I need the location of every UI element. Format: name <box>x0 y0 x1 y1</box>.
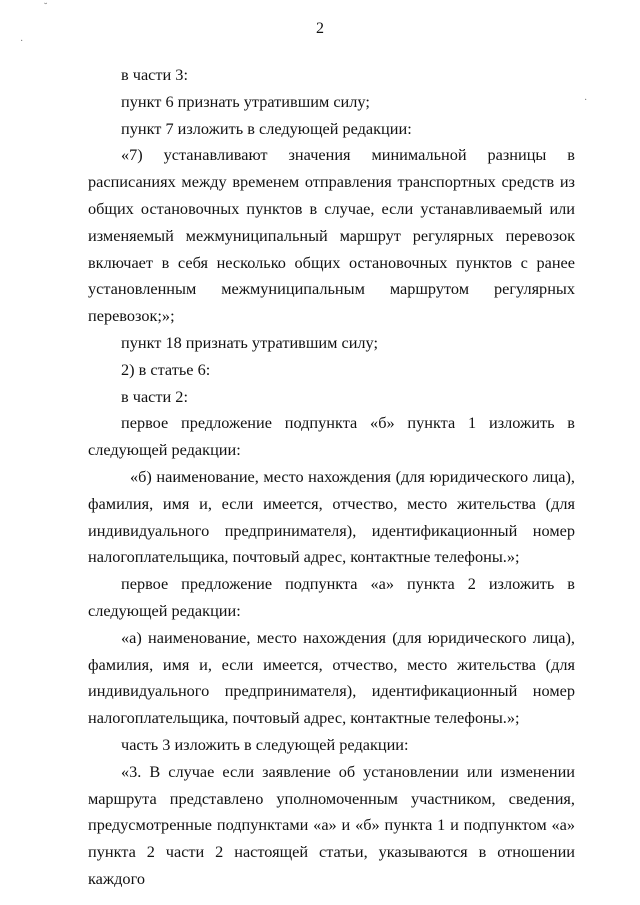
paragraph: часть 3 изложить в следующей редакции: <box>121 734 409 754</box>
paragraph: первое предложение подпункта «б» пункта 1 изложить в следующей редакции: <box>88 413 575 460</box>
scan-mark: · <box>584 95 588 106</box>
paragraph: «3. В случае если заявление об установлении или изменении маршрута представлено уполномоченным участником, сведения, предусмотренные подпунктами «а» и «б» пункта 1 и подпунктом «а» пункта 2 части 2 настоящей статьи, указываются в отношении каждого <box>88 761 575 888</box>
paragraph: 2) в статье 6: <box>121 359 211 379</box>
paragraph: первое предложение подпункта «а» пункта 2 изложить в следующей редакции: <box>88 574 575 620</box>
scan-mark: · <box>20 36 24 47</box>
scan-mark: ˘ <box>44 2 48 13</box>
document-body <box>88 62 575 893</box>
paragraph: пункт 7 изложить в следующей редакции: <box>121 118 412 138</box>
paragraph: в части 2: <box>121 386 188 406</box>
paragraph: пункт 6 признать утратившим силу; <box>121 91 370 111</box>
paragraph: «б) наименование, место нахождения (для юридического лица), фамилия, имя и, если имеется, отчество, место жительства (для индивидуального предпринимателя), идентификационный номер налогоплательщика, почтовый адрес, контактные телефоны.»; <box>88 466 575 567</box>
paragraph: пункт 18 признать утратившим силу; <box>121 332 378 352</box>
paragraph: «7) устанавливают значения минимальной разницы в расписаниях между временем отправления транспортных средств из общих остановочных пунктов в случае, если устанавливаемый или изменяемый межмуниципальный маршрут регулярных перевозок включает в себя несколько общих остановочных пунктов с ранее установленным межмуниципальным маршрутом регулярных перевозок;»; <box>88 145 575 326</box>
page-number: 2 <box>316 20 324 37</box>
paragraph: в части 3: <box>121 65 188 84</box>
paragraph: «а) наименование, место нахождения (для юридического лица), фамилия, имя и, если имеется, отчество, место жительства (для индивидуального предпринимателя), идентификационный номер налогоплательщика, почтовый адрес, контактные телефоны.»; <box>88 627 575 728</box>
